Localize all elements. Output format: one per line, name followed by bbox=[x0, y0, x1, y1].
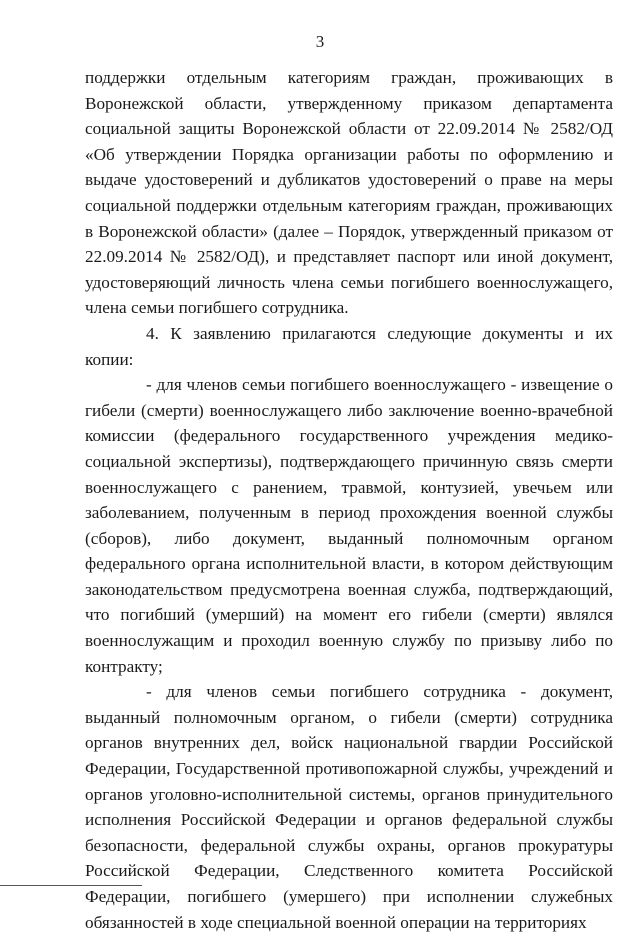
document-body bbox=[85, 65, 613, 935]
paragraph-continuation: поддержки отдельным категориям граждан, проживающих в Воронежской области, утвержденному приказом департамента социальной защиты Воронежской области от 22.09.2014 № 2582/ОД «Об утверждении Порядка организации работы по оформлению и выдаче удостоверений и дубликатов удостоверений о праве на меры социальной поддержки отдельным категориям граждан, проживающих в Воронежской области» (далее – Порядок, утвержденный приказом от 22.09.2014 № 2582/ОД), и представляет паспорт или иной документ, удостоверяющий личность члена семьи погибшего военнослужащего, члена семьи погибшего сотрудника. bbox=[85, 68, 613, 318]
paragraph-servicemen-family: - для членов семьи погибшего военнослужащего - извещение о гибели (смерти) военнослужащего либо заключение военно-врачебной комиссии (федерального государственного учреждения медико-социальной экспертизы), подтверждающего причинную связь смерти военнослужащего с ранением, травмой, контузией, увечьем или заболеванием, полученным в период прохождения военной службы (сборов), либо документ, выданный полномочным органом федерального органа исполнительной власти, в котором действующим законодательством предусмотрена военная служба, подтверждающий, что погибший (умерший) на момент его гибели (смерти) являлся военнослужащим и проходил военную службу по призыву либо по контракту; bbox=[85, 375, 613, 676]
page-number: 3 bbox=[315, 32, 325, 51]
footer-divider bbox=[0, 885, 142, 886]
paragraph-employee-family: - для членов семьи погибшего сотрудника - документ, выданный полномочным органом, о гибели (смерти) сотрудника органов внутренних дел, войск национальной гвардии Российской Федерации, Государственной противопожарной службы, учреждений и органов уголовно-исполнительной системы, органов принудительного исполнения Российской Федерации и органов федеральной службы безопасности, федеральной службы охраны, органов прокуратуры Российской Федерации, Следственного комитета Российской Федерации, погибшего (умершего) при исполнении служебных обязанностей в ходе специальной военной операции на территориях bbox=[85, 682, 613, 932]
paragraph-item-4: 4. К заявлению прилагаются следующие документы и их копии: bbox=[85, 323, 613, 369]
